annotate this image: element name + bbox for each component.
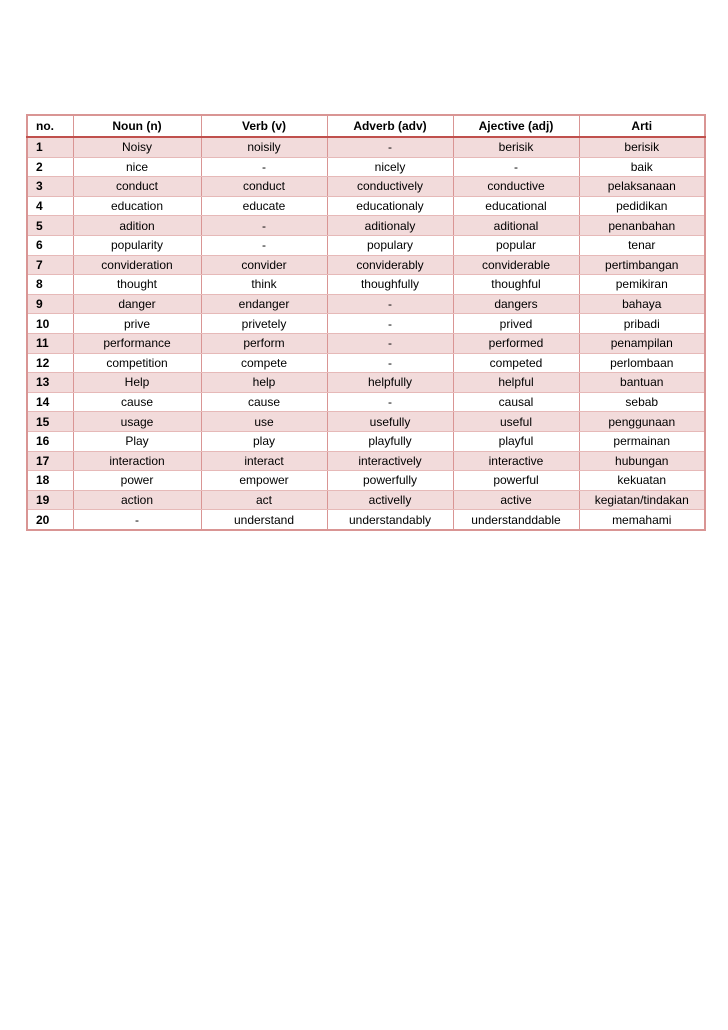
table-row: [27, 333, 705, 353]
cell-no: 9: [27, 294, 73, 314]
cell-noun: usage: [73, 412, 201, 432]
cell-no: 3: [27, 177, 73, 197]
cell-noun: -: [73, 510, 201, 530]
cell-noun: popularity: [73, 235, 201, 255]
cell-adjective: thoughful: [453, 275, 579, 295]
header-noun: Noun (n): [73, 115, 201, 137]
cell-arti: pertimbangan: [579, 255, 705, 275]
cell-noun: action: [73, 490, 201, 510]
table-row: [27, 196, 705, 216]
table-row: [27, 471, 705, 491]
table-row: [27, 235, 705, 255]
header-verb: Verb (v): [201, 115, 327, 137]
cell-adjective: aditional: [453, 216, 579, 236]
cell-no: 2: [27, 157, 73, 177]
cell-adjective: powerful: [453, 471, 579, 491]
cell-no: 19: [27, 490, 73, 510]
cell-adverb: playfully: [327, 431, 453, 451]
header-arti: Arti: [579, 115, 705, 137]
table-row: [27, 255, 705, 275]
cell-adjective: useful: [453, 412, 579, 432]
cell-verb: -: [201, 216, 327, 236]
cell-no: 14: [27, 392, 73, 412]
cell-noun: interaction: [73, 451, 201, 471]
cell-adverb: usefully: [327, 412, 453, 432]
cell-no: 11: [27, 333, 73, 353]
cell-no: 18: [27, 471, 73, 491]
cell-adjective: active: [453, 490, 579, 510]
cell-arti: pedidikan: [579, 196, 705, 216]
cell-adjective: causal: [453, 392, 579, 412]
cell-verb: perform: [201, 333, 327, 353]
cell-adverb: conductively: [327, 177, 453, 197]
cell-adjective: berisik: [453, 137, 579, 157]
header-adjective: Ajective (adj): [453, 115, 579, 137]
cell-no: 10: [27, 314, 73, 334]
cell-arti: permainan: [579, 431, 705, 451]
cell-no: 13: [27, 373, 73, 393]
cell-adverb: -: [327, 137, 453, 157]
table-header-row: [27, 115, 705, 137]
cell-arti: pribadi: [579, 314, 705, 334]
table-row: [27, 373, 705, 393]
cell-no: 17: [27, 451, 73, 471]
cell-verb: think: [201, 275, 327, 295]
cell-noun: performance: [73, 333, 201, 353]
cell-adjective: conviderable: [453, 255, 579, 275]
cell-adverb: interactively: [327, 451, 453, 471]
cell-verb: -: [201, 235, 327, 255]
cell-noun: Help: [73, 373, 201, 393]
cell-adjective: educational: [453, 196, 579, 216]
cell-noun: Play: [73, 431, 201, 451]
cell-adjective: interactive: [453, 451, 579, 471]
cell-arti: bahaya: [579, 294, 705, 314]
word-forms-table: [26, 114, 706, 531]
cell-adverb: -: [327, 353, 453, 373]
table-row: [27, 314, 705, 334]
cell-arti: perlombaan: [579, 353, 705, 373]
cell-adjective: conductive: [453, 177, 579, 197]
table-row: [27, 137, 705, 157]
cell-arti: hubungan: [579, 451, 705, 471]
cell-noun: cause: [73, 392, 201, 412]
cell-noun: education: [73, 196, 201, 216]
cell-arti: tenar: [579, 235, 705, 255]
cell-adjective: understanddable: [453, 510, 579, 530]
cell-verb: use: [201, 412, 327, 432]
cell-adverb: conviderably: [327, 255, 453, 275]
cell-no: 6: [27, 235, 73, 255]
cell-noun: adition: [73, 216, 201, 236]
cell-arti: penggunaan: [579, 412, 705, 432]
cell-adverb: thoughfully: [327, 275, 453, 295]
cell-adverb: -: [327, 333, 453, 353]
cell-arti: kekuatan: [579, 471, 705, 491]
cell-noun: convideration: [73, 255, 201, 275]
cell-adverb: -: [327, 314, 453, 334]
cell-adverb: nicely: [327, 157, 453, 177]
cell-arti: pelaksanaan: [579, 177, 705, 197]
cell-noun: prive: [73, 314, 201, 334]
cell-noun: danger: [73, 294, 201, 314]
cell-adverb: populary: [327, 235, 453, 255]
table-row: [27, 294, 705, 314]
cell-noun: competition: [73, 353, 201, 373]
cell-arti: penanbahan: [579, 216, 705, 236]
cell-noun: conduct: [73, 177, 201, 197]
cell-adjective: dangers: [453, 294, 579, 314]
table-row: [27, 510, 705, 530]
cell-verb: conduct: [201, 177, 327, 197]
table-body: [27, 137, 705, 530]
cell-no: 20: [27, 510, 73, 530]
cell-arti: bantuan: [579, 373, 705, 393]
cell-adjective: helpful: [453, 373, 579, 393]
cell-adverb: powerfully: [327, 471, 453, 491]
cell-adverb: aditionaly: [327, 216, 453, 236]
cell-verb: empower: [201, 471, 327, 491]
cell-adverb: activelly: [327, 490, 453, 510]
cell-verb: understand: [201, 510, 327, 530]
cell-noun: power: [73, 471, 201, 491]
cell-arti: berisik: [579, 137, 705, 157]
table-row: [27, 392, 705, 412]
cell-verb: -: [201, 157, 327, 177]
cell-noun: Noisy: [73, 137, 201, 157]
table-row: [27, 451, 705, 471]
cell-verb: play: [201, 431, 327, 451]
table-row: [27, 353, 705, 373]
table-row: [27, 157, 705, 177]
header-adverb: Adverb (adv): [327, 115, 453, 137]
cell-verb: endanger: [201, 294, 327, 314]
cell-verb: act: [201, 490, 327, 510]
table-row: [27, 177, 705, 197]
cell-verb: compete: [201, 353, 327, 373]
table-row: [27, 431, 705, 451]
cell-adverb: -: [327, 294, 453, 314]
cell-verb: educate: [201, 196, 327, 216]
table-row: [27, 490, 705, 510]
cell-adverb: understandably: [327, 510, 453, 530]
cell-adverb: -: [327, 392, 453, 412]
cell-no: 12: [27, 353, 73, 373]
cell-adjective: competed: [453, 353, 579, 373]
table-row: [27, 412, 705, 432]
cell-no: 5: [27, 216, 73, 236]
cell-adjective: playful: [453, 431, 579, 451]
cell-noun: thought: [73, 275, 201, 295]
cell-arti: kegiatan/tindakan: [579, 490, 705, 510]
cell-arti: baik: [579, 157, 705, 177]
cell-arti: sebab: [579, 392, 705, 412]
cell-no: 1: [27, 137, 73, 157]
cell-arti: pemikiran: [579, 275, 705, 295]
cell-verb: convider: [201, 255, 327, 275]
cell-verb: privetely: [201, 314, 327, 334]
table-row: [27, 216, 705, 236]
cell-arti: penampilan: [579, 333, 705, 353]
cell-adjective: -: [453, 157, 579, 177]
header-no: no.: [27, 115, 73, 137]
table-row: [27, 275, 705, 295]
cell-verb: cause: [201, 392, 327, 412]
cell-no: 16: [27, 431, 73, 451]
cell-noun: nice: [73, 157, 201, 177]
cell-no: 8: [27, 275, 73, 295]
cell-adjective: performed: [453, 333, 579, 353]
cell-verb: help: [201, 373, 327, 393]
cell-no: 7: [27, 255, 73, 275]
cell-no: 4: [27, 196, 73, 216]
cell-verb: interact: [201, 451, 327, 471]
cell-no: 15: [27, 412, 73, 432]
cell-adverb: helpfully: [327, 373, 453, 393]
cell-adverb: educationaly: [327, 196, 453, 216]
cell-adjective: prived: [453, 314, 579, 334]
cell-arti: memahami: [579, 510, 705, 530]
cell-adjective: popular: [453, 235, 579, 255]
cell-verb: noisily: [201, 137, 327, 157]
